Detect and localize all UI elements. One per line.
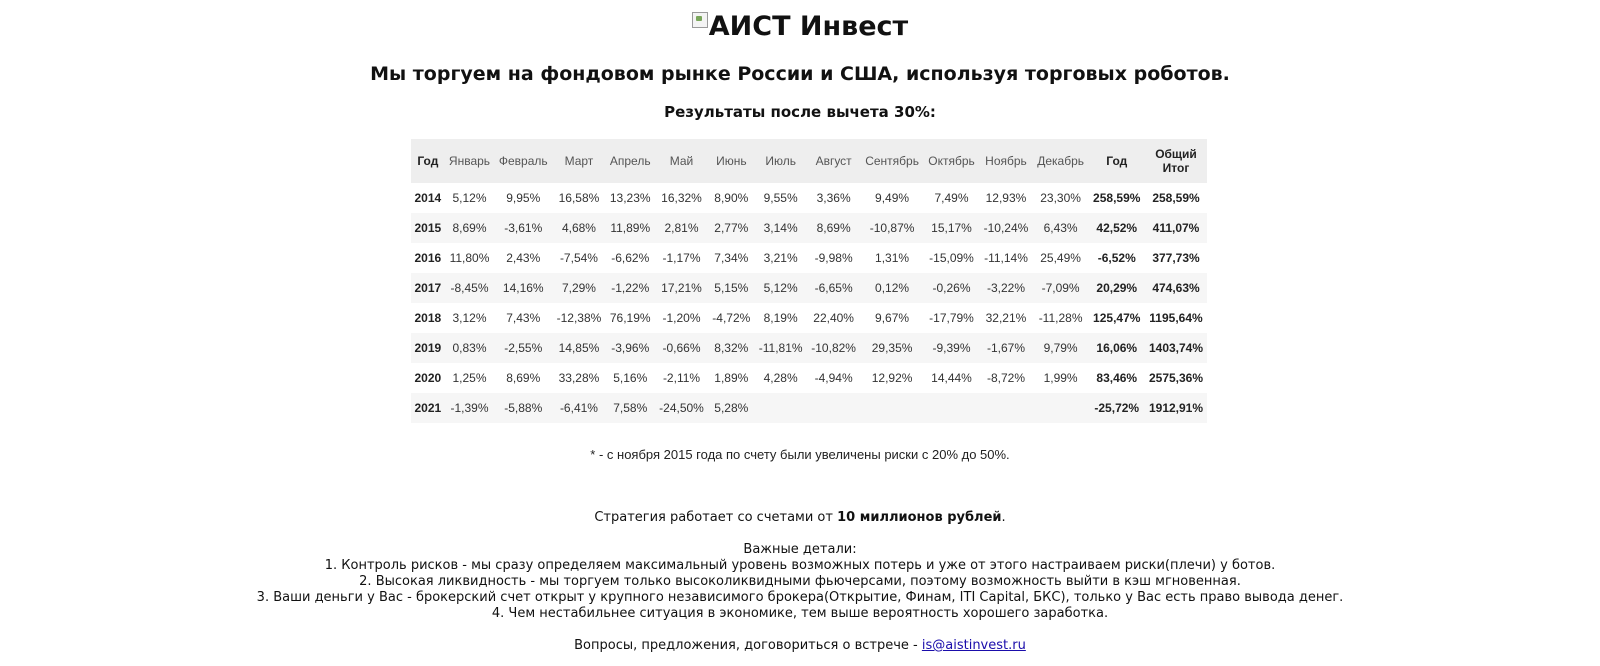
cell-july: 4,28%: [754, 363, 807, 393]
cell-august: -4,94%: [807, 363, 860, 393]
cell-july: [754, 393, 807, 423]
header-april: Апрель: [606, 139, 655, 183]
cell-march: 33,28%: [552, 363, 605, 393]
cell-may: 2,81%: [655, 213, 708, 243]
header-july: Июль: [754, 139, 807, 183]
cell-september: 9,67%: [860, 303, 923, 333]
cell-july: 5,12%: [754, 273, 807, 303]
header-year-total: Год: [1088, 139, 1145, 183]
cell-october: -15,09%: [924, 243, 979, 273]
cell-february: 14,16%: [494, 273, 552, 303]
cell-april: -3,96%: [606, 333, 655, 363]
cell-march: -12,38%: [552, 303, 605, 333]
cell-december: -11,28%: [1033, 303, 1089, 333]
cell-january: 8,69%: [445, 213, 495, 243]
cell-january: -1,39%: [445, 393, 495, 423]
cell-may: -2,11%: [655, 363, 708, 393]
header-june: Июнь: [708, 139, 754, 183]
table-row: [411, 183, 1207, 213]
contact-prefix: Вопросы, предложения, договориться о встрече -: [574, 638, 922, 653]
detail-item: 1. Контроль рисков - мы сразу определяем максимальный уровень возможных потерь и уже от этого настраиваем риски(плечи) у ботов.: [324, 558, 1276, 573]
cell-year: 2019: [411, 333, 445, 363]
cell-august: 8,69%: [807, 213, 860, 243]
contact-line: [0, 638, 1600, 654]
cell-april: 5,16%: [606, 363, 655, 393]
cell-year: 2017: [411, 273, 445, 303]
cell-january: 5,12%: [445, 183, 495, 213]
cell-november: 12,93%: [979, 183, 1032, 213]
cell-june: 7,34%: [708, 243, 754, 273]
header-overall-total: Общий Итог: [1145, 139, 1207, 183]
cell-january: 11,80%: [445, 243, 495, 273]
logo: [0, 10, 1600, 44]
cell-november: -1,67%: [979, 333, 1032, 363]
strategy-note: [0, 510, 1600, 526]
cell-september: -10,87%: [860, 213, 923, 243]
headline: Мы торгуем на фондовом рынке России и США, используя торговых роботов.: [370, 63, 1230, 85]
cell-june: 1,89%: [708, 363, 754, 393]
cell-february: 8,69%: [494, 363, 552, 393]
table-row: [411, 213, 1207, 243]
cell-december: 6,43%: [1033, 213, 1089, 243]
cell-year-total: -25,72%: [1088, 393, 1145, 423]
cell-year-total: -6,52%: [1088, 243, 1145, 273]
cell-december: 23,30%: [1033, 183, 1089, 213]
cell-february: -2,55%: [494, 333, 552, 363]
results-subheadline: Результаты после вычета 30%:: [664, 103, 936, 121]
cell-september: [860, 393, 923, 423]
cell-year: 2014: [411, 183, 445, 213]
cell-march: -7,54%: [552, 243, 605, 273]
cell-july: 9,55%: [754, 183, 807, 213]
cell-january: 0,83%: [445, 333, 495, 363]
cell-february: -5,88%: [494, 393, 552, 423]
cell-december: [1033, 393, 1089, 423]
cell-march: 14,85%: [552, 333, 605, 363]
header-january: Январь: [445, 139, 495, 183]
cell-march: 16,58%: [552, 183, 605, 213]
cell-august: -9,98%: [807, 243, 860, 273]
cell-august: 3,36%: [807, 183, 860, 213]
cell-january: 1,25%: [445, 363, 495, 393]
header-september: Сентябрь: [860, 139, 923, 183]
cell-june: 5,28%: [708, 393, 754, 423]
cell-april: 13,23%: [606, 183, 655, 213]
table-row: [411, 243, 1207, 273]
cell-june: 2,77%: [708, 213, 754, 243]
cell-october: [924, 393, 979, 423]
cell-february: -3,61%: [494, 213, 552, 243]
cell-november: -10,24%: [979, 213, 1032, 243]
cell-march: 7,29%: [552, 273, 605, 303]
cell-april: 11,89%: [606, 213, 655, 243]
cell-october: 7,49%: [924, 183, 979, 213]
strategy-suffix: .: [1001, 510, 1006, 525]
cell-november: [979, 393, 1032, 423]
cell-may: -1,17%: [655, 243, 708, 273]
cell-may: -1,20%: [655, 303, 708, 333]
cell-october: -17,79%: [924, 303, 979, 333]
cell-year-total: 258,59%: [1088, 183, 1145, 213]
cell-july: -11,81%: [754, 333, 807, 363]
detail-item: 3. Ваши деньги у Вас - брокерский счет открыт у крупного независимого брокера(Открытие, Финам, ITI Capital, БКС), только у Вас есть право вывода денег.: [256, 590, 1344, 605]
header-march: Март: [552, 139, 605, 183]
cell-october: 15,17%: [924, 213, 979, 243]
cell-august: [807, 393, 860, 423]
strategy-prefix: Стратегия работает со счетами от: [594, 510, 838, 525]
cell-year-total: 16,06%: [1088, 333, 1145, 363]
cell-year-total: 83,46%: [1088, 363, 1145, 393]
cell-overall-total: 1195,64%: [1145, 303, 1207, 333]
footnote: * - с ноября 2015 года по счету были увеличены риски с 20% до 50%.: [590, 447, 1010, 462]
cell-april: -1,22%: [606, 273, 655, 303]
cell-june: 8,32%: [708, 333, 754, 363]
cell-september: 29,35%: [860, 333, 923, 363]
cell-december: 1,99%: [1033, 363, 1089, 393]
cell-overall-total: 377,73%: [1145, 243, 1207, 273]
cell-overall-total: 2575,36%: [1145, 363, 1207, 393]
cell-october: 14,44%: [924, 363, 979, 393]
table-header-row: [411, 139, 1207, 183]
cell-may: 16,32%: [655, 183, 708, 213]
cell-may: -24,50%: [655, 393, 708, 423]
table-row: [411, 333, 1207, 363]
cell-march: -6,41%: [552, 393, 605, 423]
cell-february: 2,43%: [494, 243, 552, 273]
email-link[interactable]: is@aistinvest.ru: [921, 638, 1026, 653]
table-row: [411, 363, 1207, 393]
cell-august: -6,65%: [807, 273, 860, 303]
cell-november: -8,72%: [979, 363, 1032, 393]
logo-alt-text: АИСТ Инвест: [708, 11, 909, 42]
cell-october: -9,39%: [924, 333, 979, 363]
cell-year-total: 20,29%: [1088, 273, 1145, 303]
cell-year: 2015: [411, 213, 445, 243]
cell-december: 9,79%: [1033, 333, 1089, 363]
header-february: Февраль: [494, 139, 552, 183]
cell-year: 2018: [411, 303, 445, 333]
cell-july: 3,14%: [754, 213, 807, 243]
strategy-amount: 10 миллионов рублей: [837, 510, 1002, 525]
cell-may: 17,21%: [655, 273, 708, 303]
table-body: [411, 183, 1207, 423]
cell-august: -10,82%: [807, 333, 860, 363]
cell-september: 12,92%: [860, 363, 923, 393]
header-august: Август: [807, 139, 860, 183]
cell-january: -8,45%: [445, 273, 495, 303]
cell-june: -4,72%: [708, 303, 754, 333]
cell-december: 25,49%: [1033, 243, 1089, 273]
cell-overall-total: 258,59%: [1145, 183, 1207, 213]
cell-january: 3,12%: [445, 303, 495, 333]
header-may: Май: [655, 139, 708, 183]
cell-may: -0,66%: [655, 333, 708, 363]
cell-june: 5,15%: [708, 273, 754, 303]
cell-february: 7,43%: [494, 303, 552, 333]
table-row: [411, 273, 1207, 303]
cell-november: 32,21%: [979, 303, 1032, 333]
table-row: [411, 393, 1207, 423]
detail-item: 4. Чем нестабильнее ситуация в экономике, тем выше вероятность хорошего заработка.: [491, 606, 1109, 621]
cell-year: 2020: [411, 363, 445, 393]
cell-august: 22,40%: [807, 303, 860, 333]
cell-year-total: 42,52%: [1088, 213, 1145, 243]
cell-september: 9,49%: [860, 183, 923, 213]
header-december: Декабрь: [1033, 139, 1089, 183]
cell-april: -6,62%: [606, 243, 655, 273]
results-table: [411, 139, 1207, 423]
cell-overall-total: 474,63%: [1145, 273, 1207, 303]
header-year: Год: [411, 139, 445, 183]
cell-march: 4,68%: [552, 213, 605, 243]
details-title: Важные детали:: [743, 542, 857, 557]
cell-november: -3,22%: [979, 273, 1032, 303]
cell-overall-total: 1403,74%: [1145, 333, 1207, 363]
cell-july: 8,19%: [754, 303, 807, 333]
cell-september: 1,31%: [860, 243, 923, 273]
cell-april: 76,19%: [606, 303, 655, 333]
cell-september: 0,12%: [860, 273, 923, 303]
cell-october: -0,26%: [924, 273, 979, 303]
cell-december: -7,09%: [1033, 273, 1089, 303]
cell-february: 9,95%: [494, 183, 552, 213]
broken-image-icon: [692, 12, 708, 28]
cell-year: 2021: [411, 393, 445, 423]
cell-november: -11,14%: [979, 243, 1032, 273]
cell-year-total: 125,47%: [1088, 303, 1145, 333]
cell-overall-total: 411,07%: [1145, 213, 1207, 243]
cell-april: 7,58%: [606, 393, 655, 423]
header-november: Ноябрь: [979, 139, 1032, 183]
cell-year: 2016: [411, 243, 445, 273]
cell-june: 8,90%: [708, 183, 754, 213]
detail-item: 2. Высокая ликвидность - мы торгуем только высоколиквидными фьючерсами, поэтому возможность выйти в кэш мгновенная.: [359, 574, 1241, 589]
cell-july: 3,21%: [754, 243, 807, 273]
cell-overall-total: 1912,91%: [1145, 393, 1207, 423]
table-row: [411, 303, 1207, 333]
header-october: Октябрь: [924, 139, 979, 183]
